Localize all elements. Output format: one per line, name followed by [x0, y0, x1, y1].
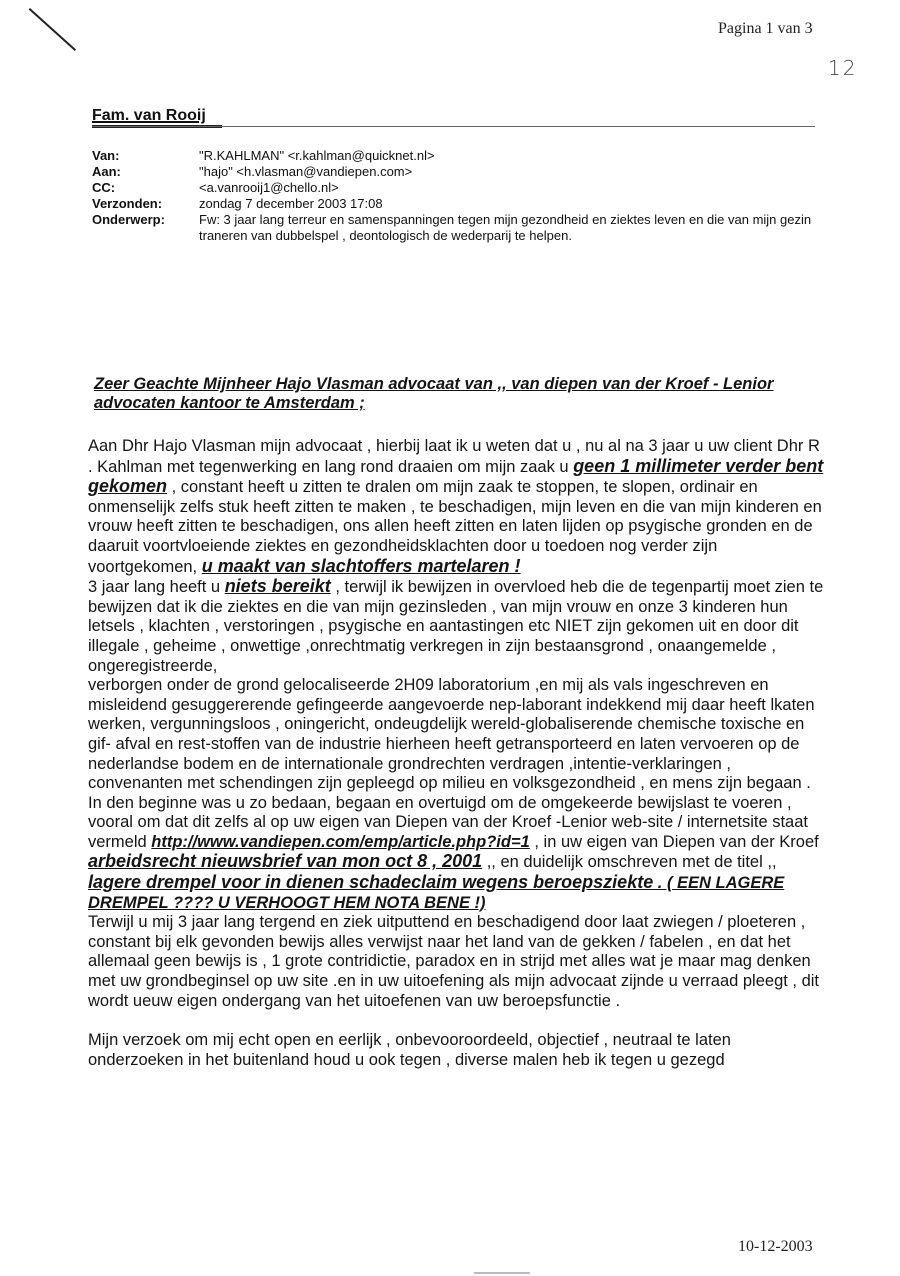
p4-text-cont: , in uw eigen van Diepen van der Kroef — [529, 832, 819, 851]
scan-artifact — [474, 1272, 530, 1274]
meta-label: Van: — [92, 148, 120, 163]
header-rule — [92, 126, 815, 127]
meta-row-from — [92, 148, 812, 164]
paragraph-4 — [88, 794, 828, 914]
footer-date: 10-12-2003 — [738, 1238, 813, 1255]
article-title: lagere drempel voor in dienen schadeclaim wegens beroepsziekte — [88, 872, 654, 893]
letter-body — [88, 375, 828, 1070]
p1-emphasis: geen 1 millimeter verder bent gekomen — [88, 455, 824, 497]
meta-value-cc: <a.vanrooij1@chello.nl> — [199, 180, 339, 195]
p1-text-cont: , constant heeft u zitten te dralen om mijn zaak te stoppen, te slopen, ordinair en onmenselijk zelfs stuk heeft zitten te maken , te beschadigen, mijn leven en die van mijn kinderen en vrouw heeft zitten te beschadigen, ons allen heeft zitten en laten lijden op psygische gronden en de daaruit voortvloeiende ziektes en gezondheidsklachten door u toedoen nog verder zijn voortgekomen, — [88, 478, 822, 576]
p4-text: In den beginne was u zo bedaan, begaan en overtuigd om de omgekeerde bewijslast te voeren , vooral om dat dit zelfs al op uw eigen van Diepen van der Kroef -Lenior web-site / internetsite staat vermeld — [88, 793, 808, 851]
meta-value-from: "R.KAHLMAN" <r.kahlman@quicknet.nl> — [199, 148, 435, 163]
email-meta — [92, 148, 812, 244]
handwritten-page-number: 12 — [828, 56, 858, 80]
paragraph-gap — [88, 1011, 828, 1031]
paragraph-6: Mijn verzoek om mij echt open en eerlijk , onbevooroordeeld, objectief , neutraal te laten onderzoeken in het buitenland houd u ook tegen , diverse malen heb ik tegen u gezegd — [88, 1031, 731, 1069]
meta-value-to: "hajo" <h.vlasman@vandiepen.com> — [199, 164, 413, 179]
meta-label: Onderwerp: — [92, 212, 165, 227]
meta-label: Aan: — [92, 164, 121, 179]
page-indicator: Pagina 1 van 3 — [718, 20, 813, 37]
pen-slash-mark — [29, 8, 76, 51]
p2-text: 3 jaar lang heeft u — [88, 578, 225, 597]
p2-text-cont: , terwijl ik bewijzen in overvloed heb die de tegenpartij moet zien te bewijzen dat ik die ziektes en die van mijn gezinsleden , van mijn vrouw en onze 3 kinderen hun letsels , klachten , verstoringen , psygische en aantastingen etc NIET zijn gekomen uit en door dit illegale , geheime , onwettige ,onrechtmatig verkregen in zijn bestaansgrond , onaangemelde , ongeregistreerde, — [88, 578, 824, 675]
paragraph-3: verborgen onder de grond gelocaliseerde 2H09 laboratorium ,en mij als vals ingeschreven en misleidend gesuggererende gefingeerde aangevoerde nep-laborant indekkend mij daar heeft lkaten werken, vergunningsloos , oningericht, ondeugdelijk wereld-globaliserende chemische toxische en gif- afval en rest-stoffen van de industrie hierheen heeft getransporteerd en laten vervoeren op de nederlandse bodem en de internationale grondrechten verdragen ,intentie-verklaringen , convenanten met schendingen zijn gepleegd op milieu en volksgezondheid , en mens zijn begaan . — [88, 676, 815, 793]
meta-row-subject — [92, 212, 812, 244]
p4-text-cont2: ,, en duidelijk omschreven met de titel ,, — [482, 853, 777, 872]
meta-label: Verzonden: — [92, 196, 163, 211]
sender-name: Fam. van Rooij — [92, 107, 206, 124]
meta-label: CC: — [92, 180, 116, 195]
p1-text: Aan Dhr Hajo Vlasman mijn advocaat , hierbij laat ik u weten dat u , nu al na 3 jaar u uw client Dhr R . Kahlman met tegenwerking en lang rond draaien om mijn zaak u — [88, 437, 820, 476]
salutation: Zeer Geachte Mijnheer Hajo Vlasman advocaat van ,, van diepen van der Kroef - Lenior advocaten kantoor te Amsterdam ; — [94, 375, 774, 412]
newsletter-reference: arbeidsrecht nieuwsbrief van mon oct 8 , 2001 — [88, 851, 483, 872]
p2-emphasis: niets bereikt — [224, 576, 331, 597]
website-link[interactable]: http://www.vandiepen.com/emp/article.php?id=1 — [151, 832, 530, 851]
meta-value-subject: Fw: 3 jaar lang terreur en samenspanningen tegen mijn gezondheid en ziektes leven en die van mijn gezin traneren van dubbelspel , deontologisch de wederparij te helpen. — [199, 212, 812, 243]
paragraph-2 — [88, 577, 828, 676]
p1-emphasis-end: u maakt van slachtoffers martelaren ! — [201, 555, 521, 576]
paragraph-1 — [88, 437, 828, 577]
p4-remark: . ( EEN LAGERE DREMPEL ???? U VERHOOGT HEM NOTA BENE !) — [88, 874, 785, 912]
meta-row-sent — [92, 196, 812, 212]
meta-row-to — [92, 164, 812, 180]
meta-value-sent: zondag 7 december 2003 17:08 — [199, 196, 383, 211]
paragraph-5: Terwijl u mij 3 jaar lang tergend en ziek uitputtend en beschadigend door laat zwiegen / ploeteren , constant bij elk gevonden bewijs alles verwijst naar het land van de gekken / fabelen , en dat het allemaal geen bewijs is , 1 grote contridictie, paradox en in strijd met alles wat je maar mag denken met uw grondbeginsel op uw site .en in uw uitoefening als mijn advocaat zijnde u verraad pleegt , dit wordt ueuw eigen ondergang van het uitoefenen van uw beroepsfunctie . — [88, 913, 820, 1010]
meta-row-cc — [92, 180, 812, 196]
